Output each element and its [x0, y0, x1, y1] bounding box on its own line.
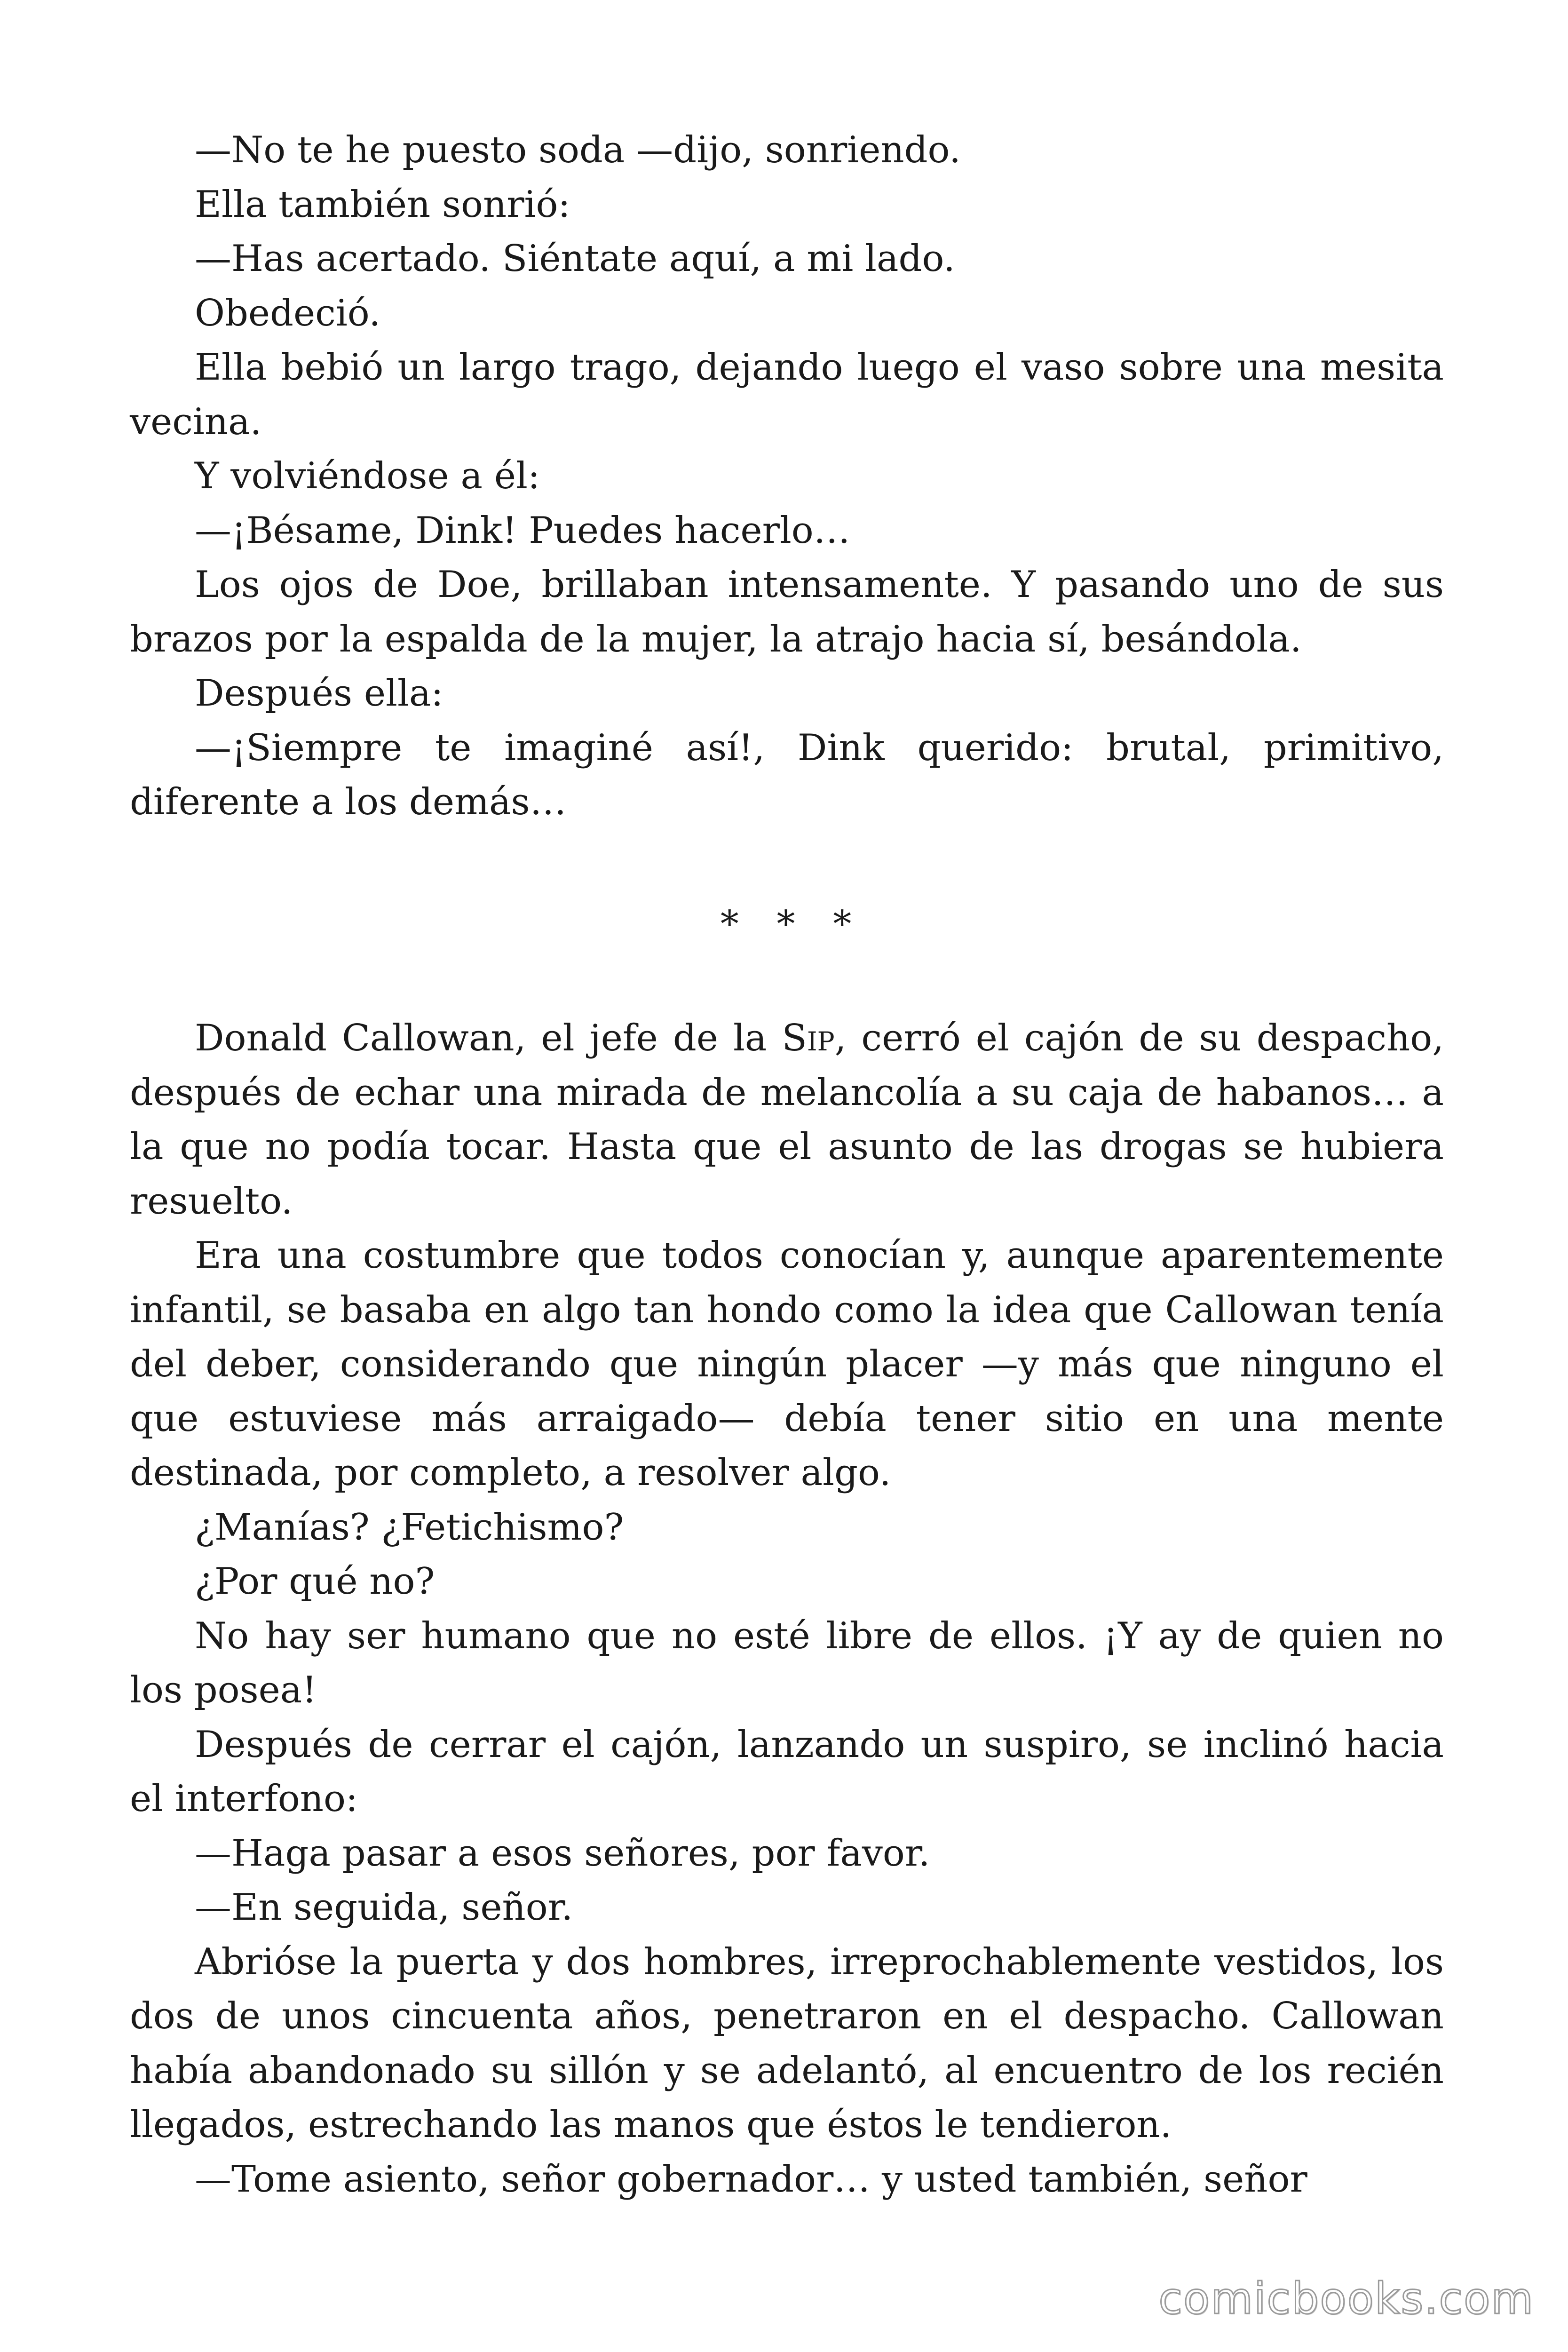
paragraph: Los ojos de Doe, brillaban intensamente. Y pasando uno de sus brazos por la espalda de la mujer, la atrajo hacia sí, besándola. — [130, 564, 1444, 660]
paragraph: Ella también sonrió: — [195, 183, 570, 226]
paragraph: —No te he puesto soda —dijo, sonriendo. — [195, 129, 961, 171]
paragraph: —¡Bésame, Dink! Puedes hacerlo… — [195, 509, 850, 552]
paragraph: Era una costumbre que todos conocían y, aunque aparentemente infantil, se basaba en algo tan hondo como la idea que Callowan tenía del deber, considerando que ningún placer —y más que ninguno el que estuviese más arraigado— debía tener sitio en una mente destinada, por completo, a resolver algo. — [130, 1234, 1444, 1494]
paragraph: —Has acertado. Siéntate aquí, a mi lado. — [195, 238, 955, 280]
paragraph: —Haga pasar a esos señores, por favor. — [195, 1832, 930, 1875]
paragraph: ¿Manías? ¿Fetichismo? — [195, 1506, 624, 1549]
paragraph: Después de cerrar el cajón, lanzando un suspiro, se inclinó hacia el interfono: — [130, 1723, 1444, 1820]
paragraph-text: Donald Callowan, el jefe de la — [195, 1017, 782, 1059]
paragraph: Ella bebió un largo trago, dejando luego el vaso sobre una mesita vecina. — [130, 346, 1444, 443]
text-section-1 — [130, 123, 1444, 830]
paragraph: —¡Siempre te imaginé así!, Dink querido: brutal, primitivo, diferente a los demás… — [130, 726, 1444, 823]
paragraph: —Tome asiento, señor gobernador… y usted también, señor — [195, 2158, 1307, 2201]
paragraph: Y volviéndose a él: — [195, 455, 540, 497]
agency-acronym: Sip — [782, 1017, 835, 1059]
paragraph-first — [130, 1011, 1444, 1229]
paragraph: Abrióse la puerta y dos hombres, irreprochablemente vestidos, los dos de unos cincuenta años, penetraron en el despacho. Callowan había abandonado su sillón y se adelantó, al encuentro de los recién llegados, estrechando las manos que éstos le tendieron. — [130, 1940, 1444, 2146]
paragraph-text: , cerró el cajón de su despacho, después de echar una mirada de melancolía a su caja de habanos… a la que no podía tocar. Hasta que el asunto de las drogas se hubiera resuelto. — [130, 1017, 1444, 1223]
paragraph: —En seguida, señor. — [195, 1886, 573, 1929]
scene-break-separator: * * * — [720, 903, 865, 946]
paragraph: Obedeció. — [195, 292, 381, 334]
paragraph: No hay ser humano que no esté libre de ellos. ¡Y ay de quien no los posea! — [130, 1614, 1444, 1711]
text-section-2 — [130, 1011, 1444, 2207]
paragraph: Después ella: — [195, 672, 443, 715]
site-watermark: comicbooks.com — [1158, 2273, 1534, 2324]
paragraph: ¿Por qué no? — [195, 1560, 435, 1603]
